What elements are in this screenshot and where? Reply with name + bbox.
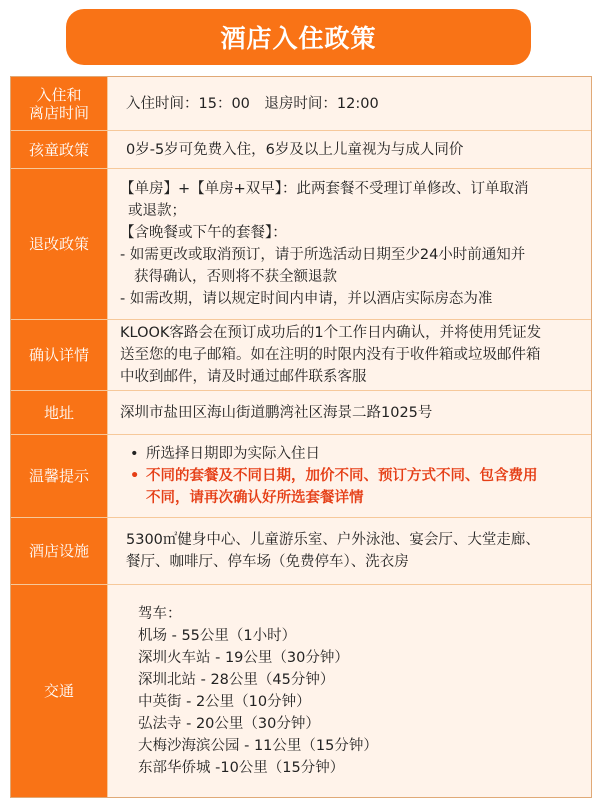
bullet-icon: • bbox=[130, 446, 139, 462]
row-value bbox=[108, 518, 591, 584]
row-address bbox=[11, 390, 591, 434]
row-value bbox=[108, 131, 591, 168]
row-tips bbox=[11, 434, 591, 517]
confirm-line: KLOOK客路会在预订成功后的1个工作日内确认，并将使用凭证发 bbox=[120, 325, 542, 341]
row-label: 孩童政策 bbox=[11, 131, 108, 168]
row-value bbox=[108, 435, 591, 517]
row-confirm bbox=[11, 319, 591, 390]
row-value bbox=[108, 585, 591, 797]
cancel-line: - 如需更改或取消预订，请于所选活动日期至少24小时前通知并 bbox=[120, 247, 526, 263]
facilities-line: 餐厅、咖啡厅、停车场（免费停车）、洗衣房 bbox=[126, 554, 409, 570]
transport-line: 大梅沙海滨公园 - 11公里（15分钟） bbox=[138, 738, 378, 754]
row-value bbox=[108, 169, 591, 319]
transport-line: 深圳火车站 - 19公里（30分钟） bbox=[138, 650, 349, 666]
policy-table bbox=[10, 76, 592, 798]
tip-text: 不同的套餐及不同日期，加价不同、预订方式不同、包含费用 bbox=[146, 468, 538, 484]
row-label: 地址 bbox=[11, 391, 108, 434]
row-children bbox=[11, 130, 591, 168]
transport-line: 弘法寺 - 20公里（30分钟） bbox=[138, 716, 320, 732]
page-title: 酒店入住政策 bbox=[66, 9, 531, 65]
row-value bbox=[108, 77, 591, 130]
tip-text: 不同，请再次确认好所选套餐详情 bbox=[146, 490, 364, 506]
transport-line: 中英街 - 2公里（10分钟） bbox=[138, 694, 311, 710]
cancel-line: 获得确认，否则将不获全额退款 bbox=[134, 269, 337, 285]
checkin-time-text: 入住时间：15：00 退房时间：12:00 bbox=[126, 95, 379, 112]
children-policy-text: 0岁-5岁可免费入住，6岁及以上儿童视为与成人同价 bbox=[126, 141, 464, 158]
label-line: 入住和 bbox=[36, 85, 82, 104]
row-label: 温馨提示 bbox=[11, 435, 108, 517]
label-line: 离店时间 bbox=[28, 103, 89, 122]
cancel-line: - 如需改期，请以规定时间内申请，并以酒店实际房态为准 bbox=[120, 291, 493, 307]
row-facilities bbox=[11, 517, 591, 584]
row-label bbox=[11, 77, 108, 130]
row-label: 酒店设施 bbox=[11, 518, 108, 584]
row-value bbox=[108, 391, 591, 434]
transport-line: 机场 - 55公里（1小时） bbox=[138, 628, 297, 644]
tip-bullet-item-highlight bbox=[130, 465, 581, 487]
tip-bullet-item bbox=[130, 443, 581, 465]
transport-line: 深圳北站 - 28公里（45分钟） bbox=[138, 672, 335, 688]
row-label: 交通 bbox=[11, 585, 108, 797]
address-text: 深圳市盐田区海山街道鹏湾社区海景二路1025号 bbox=[120, 404, 433, 421]
confirm-line: 送至您的电子邮箱。如在注明的时限内没有于收件箱或垃圾邮件箱 bbox=[120, 347, 541, 363]
facilities-line: 5300㎡健身中心、儿童游乐室、户外泳池、宴会厅、大堂走廊、 bbox=[126, 532, 540, 548]
row-checkin bbox=[11, 77, 591, 130]
row-cancel bbox=[11, 168, 591, 319]
cancel-line: 【单房】+【单房+双早】：此两套餐不受理订单修改、订单取消 bbox=[120, 181, 529, 197]
row-value bbox=[108, 320, 591, 390]
row-label: 退改政策 bbox=[11, 169, 108, 319]
tip-text: 所选择日期即为实际入住日 bbox=[146, 446, 320, 462]
transport-line: 驾车： bbox=[138, 606, 182, 622]
transport-line: 东部华侨城 -10公里（15分钟） bbox=[138, 760, 345, 776]
cancel-line: 【含晚餐或下午的套餐】： bbox=[120, 225, 287, 241]
cancel-line: 或退款； bbox=[128, 203, 186, 219]
bullet-icon: • bbox=[130, 468, 140, 484]
row-transport bbox=[11, 584, 591, 797]
row-label: 确认详情 bbox=[11, 320, 108, 390]
confirm-line: 中收到邮件，请及时通过邮件联系客服 bbox=[120, 369, 367, 385]
